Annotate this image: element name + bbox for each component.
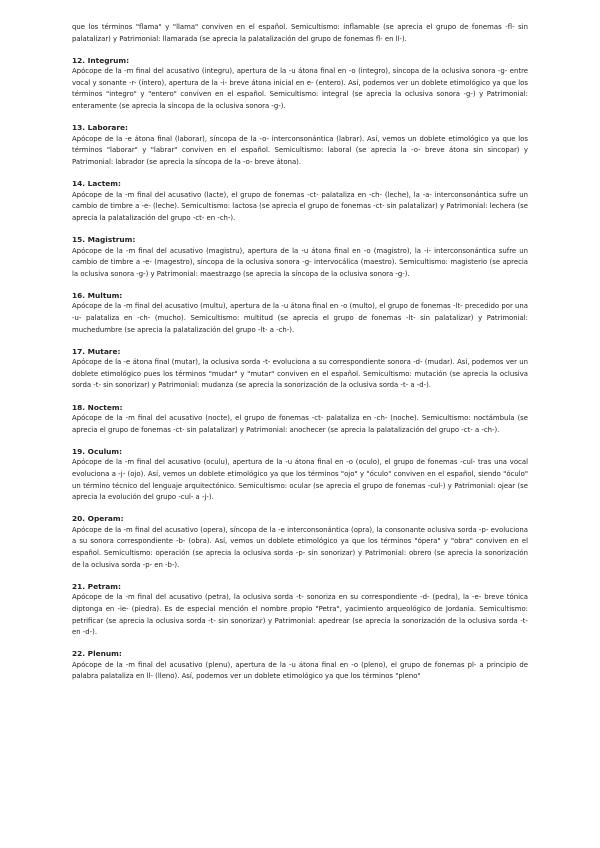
continued-paragraph: que los términos "flama" y "llama" conviven en el español. Semicultismo: inflamable (se aprecia el grupo de fonemas -fl- sin palatalizar) y Patrimonial: llamarada (se aprecia la palatalización del grupo de fonemas fl- en ll-).: [72, 23, 528, 43]
entry: [72, 346, 528, 392]
entry-heading: 20. Operam:: [72, 514, 124, 524]
entry-heading: 19. Oculum:: [72, 446, 123, 456]
entry: [72, 290, 528, 336]
entry-heading: 13. Laborare:: [72, 123, 128, 133]
entry-body: Apócope de la -m final del acusativo (petra), la oclusiva sorda -t- sonoriza en su correspondiente -d- (pedra), la -e- breve tónica diptonga en -ie- (piedra). Es de especial mención el nombre propio "Petra", yacimiento arqueológico de Jordania. Semicultismo: petrificar (se aprecia la oclusiva sorda -t- sin sonorizar) y Patrimonial: apedrear (se aprecia la sonorización de la oclusiva sorda -t- en -d-).: [72, 593, 528, 637]
entry: [72, 446, 528, 504]
entry-heading: 12. Integrum:: [72, 55, 130, 65]
entry: [72, 122, 528, 168]
entry: [72, 581, 528, 639]
entry-body: Apócope de la -e átona final (mutar), la oclusiva sorda -t- evoluciona a su correspondiente sonora -d- (mudar). Así, podemos ver un doblete etimológico pues los términos "mudar" y "mutar" conviven en el español. Semicultismo: mutación (se aprecia la oclusiva sorda -t- sin sonorizar) y Patrimonial: mudanza (se aprecia la sonorización de la oclusiva sorda -t- a -d-).: [72, 358, 528, 390]
entry-heading: 21. Petram:: [72, 581, 121, 591]
entry-body: Apócope de la -m final del acusativo (nocte), el grupo de fonemas -ct- palataliza en -ch- (noche). Semicultismo: noctámbula (se aprecia el grupo de fonemas -ct- sin palatalizar) y Patrimonial: anochecer (se aprecia la palatalización del grupo -ct- a -ch-).: [72, 414, 528, 434]
entry: [72, 513, 528, 571]
entry: [72, 648, 528, 683]
entry-heading: 17. Mutare:: [72, 346, 121, 356]
entry-body: Apócope de la -m final del acusativo (lacte), el grupo de fonemas -ct- palataliza en -ch- (leche), la -a- interconsonántica sufre un cambio de timbre a -e- (leche). Semicultismo: lactosa (se aprecia el grupo de fonemas -ct- sin palatalizar) y Patrimonial: lechera (se aprecia la palatalización del grupo -ct- en -ch-).: [72, 190, 528, 222]
entry-heading: 22. Plenum:: [72, 649, 122, 659]
entry-body: Apócope de la -m final del acusativo (integru), apertura de la -u átona final en -o (integro), síncopa de la oclusiva sonora -g- entre vocal y sonante -r- (íntero), apertura de la -i- breve átona inicial en e- (entero). Así, podemos ver un doblete etimológico ya que los términos "integro" y "entero" conviven en el español. Semicultismo: integral (se aprecia la oclusiva sonora -g-) y Patrimonial: enteramente (se aprecia la síncopa de la oclusiva sonora -g-).: [72, 67, 528, 111]
entry-list: [72, 55, 528, 683]
entry-heading: 18. Noctem:: [72, 402, 123, 412]
entry-body: Apócope de la -e átona final (laborar), síncopa de la -o- interconsonántica (labrar). Así, vemos un doblete etimológico ya que los términos "laborar" y "labrar" conviven en el español. Semicultismo: laboral (se aprecia la -o- breve átona sin sincopar) y Patrimonial: labrador (se aprecia la síncopa de la -o- breve átona).: [72, 134, 528, 166]
entry-heading: 16. Multum:: [72, 290, 123, 300]
entry-body: Apócope de la -m final del acusativo (plenu), apertura de la -u átona final en -o (pleno), el grupo de fonemas pl- a principio de palabra palataliza en ll- (lleno). Así, podemos ver un doblete etimológico ya que los términos "pleno": [72, 660, 528, 681]
entry: [72, 402, 528, 437]
entry: [72, 55, 528, 113]
entry-body: Apócope de la -m final del acusativo (magistru), apertura de la -u átona final en -o (magistro), la -i- interconsonántica sufre un cambio de timbre a -e- (magestro), síncopa de la oclusiva sonora -g- intervocálica (maestro). Semicultismo: magisterio (se aprecia la oclusiva sonora -g-) y Patrimonial: maestrazgo (se aprecia la síncopa de la oclusiva sonora -g-).: [72, 246, 528, 278]
entry-body: Apócope de la -m final del acusativo (multu), apertura de la -u átona final en -o (multo), el grupo de fonemas -lt- precedido por una -u- palataliza en -ch- (mucho). Semicultismo: multitud (se aprecia el grupo de fonemas -lt- sin palatalizar) y Patrimonial: muchedumbre (se aprecia la palatalización del grupo -lt- a -ch-).: [72, 302, 528, 334]
entry: [72, 178, 528, 224]
entry-body: Apócope de la -m final del acusativo (oculu), apertura de la -u átona final en -o (oculo), el grupo de fonemas -cul- tras una vocal evoluciona a -j- (ojo). Así, vemos un doblete etimológico ya que los términos "ojo" y "óculo" conviven en el español, siendo "óculo" un término técnico del lenguaje arquitectónico. Semicultismo: ocular (se aprecia el grupo de fonemas -cul-) y Patrimonial: ojear (se aprecia la evolución del grupo -cul- a -j-).: [72, 458, 528, 502]
entry-heading: 15. Magistrum:: [72, 234, 136, 244]
entry-heading: 14. Lactem:: [72, 179, 121, 189]
entry: [72, 234, 528, 280]
entry-body: Apócope de la -m final del acusativo (opera), síncopa de la -e interconsonántica (opra), la consonante oclusiva sorda -p- evoluciona a su sonora correspondiente -b- (obra). Así, vemos un doblete etimológico ya que los términos "ópera" y "obra" conviven en el español. Semicultismo: operación (se aprecia la oclusiva sorda -p- sin sonorizar) y Patrimonial: obrero (se aprecia la sonorización de la oclusiva sorda -p- en -b-).: [72, 525, 528, 569]
